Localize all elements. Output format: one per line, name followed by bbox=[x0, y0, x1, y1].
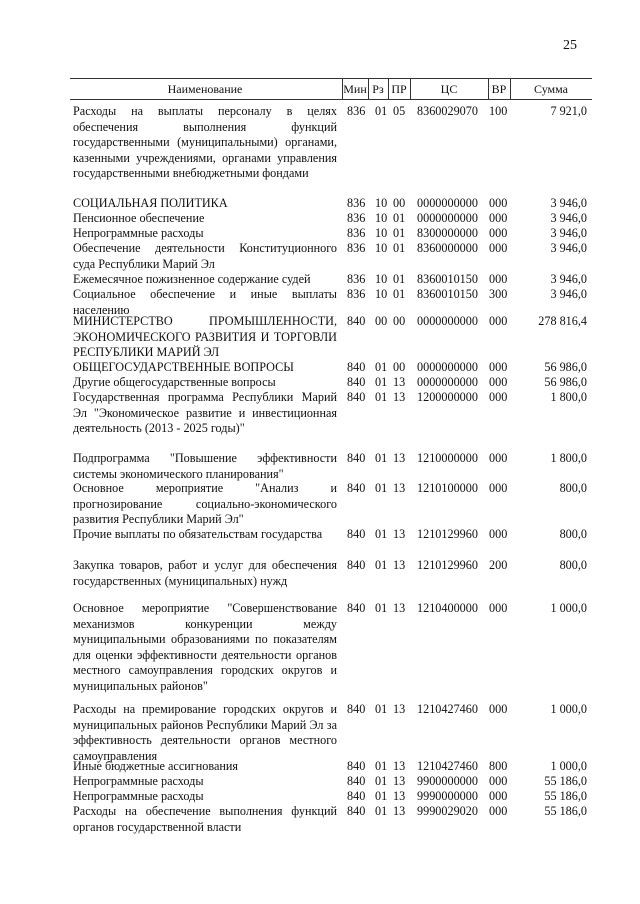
row-min: 836 bbox=[347, 287, 366, 301]
row-name: Расходы на премирование городских округов и муниципальных районов Республики Марий Эл за эффективность деятельности органов местного самоуправления bbox=[73, 702, 337, 763]
row-cs: 0000000000 bbox=[417, 375, 478, 389]
row-vr: 000 bbox=[489, 196, 508, 210]
header-vr: ВР bbox=[491, 82, 507, 96]
row-pr: 01 bbox=[393, 272, 406, 286]
row-pr: 13 bbox=[393, 804, 406, 818]
row-cs: 9990000000 bbox=[417, 789, 478, 803]
row-vr: 000 bbox=[489, 774, 508, 788]
table-row bbox=[73, 375, 593, 391]
row-min: 840 bbox=[347, 451, 366, 465]
row-cs: 1210427460 bbox=[417, 702, 478, 716]
row-name: Прочие выплаты по обязательствам государства bbox=[73, 527, 323, 541]
row-sum: 3 946,0 bbox=[550, 196, 587, 210]
table-row bbox=[73, 804, 593, 835]
row-rz: 10 bbox=[375, 272, 388, 286]
header-name: Наименование bbox=[167, 82, 243, 96]
row-rz: 01 bbox=[375, 789, 388, 803]
row-sum: 1 800,0 bbox=[550, 390, 587, 404]
table-row bbox=[73, 241, 593, 272]
row-min: 840 bbox=[347, 558, 366, 572]
row-sum: 278 816,4 bbox=[538, 314, 587, 328]
row-vr: 000 bbox=[489, 272, 508, 286]
row-min: 840 bbox=[347, 789, 366, 803]
table-row bbox=[73, 527, 593, 558]
row-sum: 3 946,0 bbox=[550, 226, 587, 240]
row-min: 840 bbox=[347, 759, 366, 773]
row-vr: 000 bbox=[489, 360, 508, 374]
row-sum: 1 800,0 bbox=[550, 451, 587, 465]
row-rz: 01 bbox=[375, 375, 388, 389]
row-sum: 3 946,0 bbox=[550, 241, 587, 255]
row-vr: 100 bbox=[489, 104, 508, 118]
row-name: Непрограммные расходы bbox=[73, 774, 204, 788]
row-sum: 1 000,0 bbox=[550, 702, 587, 716]
table-row bbox=[73, 601, 593, 710]
row-name: Закупка товаров, работ и услуг для обеспечения государственных (муниципальных) нужд bbox=[73, 558, 337, 588]
row-cs: 1210129960 bbox=[417, 527, 478, 541]
row-name: ОБЩЕГОСУДАРСТВЕННЫЕ ВОПРОСЫ bbox=[73, 360, 294, 374]
row-name: Социальное обеспечение и иные выплаты населению bbox=[73, 287, 337, 317]
header-cs: ЦС bbox=[440, 82, 458, 96]
row-cs: 8360029070 bbox=[417, 104, 478, 118]
row-rz: 01 bbox=[375, 558, 388, 572]
row-min: 840 bbox=[347, 481, 366, 495]
row-min: 840 bbox=[347, 360, 366, 374]
row-cs: 0000000000 bbox=[417, 211, 478, 225]
row-pr: 01 bbox=[393, 211, 406, 225]
table-row bbox=[73, 789, 593, 805]
header-rz: Рз bbox=[372, 82, 384, 96]
row-rz: 10 bbox=[375, 241, 388, 255]
row-cs: 8360010150 bbox=[417, 287, 478, 301]
row-pr: 01 bbox=[393, 287, 406, 301]
row-name: Основное мероприятие "Анализ и прогнозирование социально-экономического развития Республики Марий Эл" bbox=[73, 481, 337, 526]
row-sum: 800,0 bbox=[559, 481, 587, 495]
row-pr: 00 bbox=[393, 360, 406, 374]
row-rz: 10 bbox=[375, 196, 388, 210]
row-min: 840 bbox=[347, 804, 366, 818]
row-rz: 01 bbox=[375, 390, 388, 404]
row-vr: 300 bbox=[489, 287, 508, 301]
row-vr: 000 bbox=[489, 211, 508, 225]
row-cs: 1210129960 bbox=[417, 558, 478, 572]
row-pr: 13 bbox=[393, 558, 406, 572]
row-pr: 13 bbox=[393, 774, 406, 788]
table-row bbox=[73, 196, 593, 212]
row-min: 836 bbox=[347, 196, 366, 210]
row-min: 840 bbox=[347, 601, 366, 615]
row-pr: 13 bbox=[393, 451, 406, 465]
row-pr: 00 bbox=[393, 314, 406, 328]
row-rz: 01 bbox=[375, 360, 388, 374]
row-min: 840 bbox=[347, 774, 366, 788]
row-cs: 9990029020 bbox=[417, 804, 478, 818]
row-pr: 13 bbox=[393, 601, 406, 615]
row-vr: 000 bbox=[489, 702, 508, 716]
row-min: 836 bbox=[347, 272, 366, 286]
row-name: Основное мероприятие "Совершенствование механизмов конкуренции между муниципальными образованиями по показателям для оценки эффективности деятельности органов местного самоуправления городских округов и муниципальных районов" bbox=[73, 601, 337, 693]
row-min: 836 bbox=[347, 241, 366, 255]
row-vr: 000 bbox=[489, 601, 508, 615]
table-row bbox=[73, 702, 593, 764]
row-pr: 00 bbox=[393, 196, 406, 210]
row-sum: 1 000,0 bbox=[550, 601, 587, 615]
row-pr: 13 bbox=[393, 789, 406, 803]
row-rz: 00 bbox=[375, 314, 388, 328]
row-rz: 01 bbox=[375, 481, 388, 495]
row-min: 836 bbox=[347, 104, 366, 118]
row-vr: 000 bbox=[489, 314, 508, 328]
row-pr: 13 bbox=[393, 481, 406, 495]
row-sum: 3 946,0 bbox=[550, 272, 587, 286]
row-cs: 8360010150 bbox=[417, 272, 478, 286]
row-name: Расходы на обеспечение выполнения функций органов государственной власти bbox=[73, 804, 337, 834]
row-pr: 05 bbox=[393, 104, 406, 118]
table-row bbox=[73, 272, 593, 288]
row-rz: 01 bbox=[375, 527, 388, 541]
table-row bbox=[73, 481, 593, 528]
row-vr: 000 bbox=[489, 481, 508, 495]
row-min: 840 bbox=[347, 527, 366, 541]
table-row bbox=[73, 314, 593, 361]
row-vr: 000 bbox=[489, 375, 508, 389]
row-vr: 000 bbox=[489, 451, 508, 465]
row-name: Государственная программа Республики Марий Эл "Экономическое развитие и инвестиционная деятельность (2013 - 2025 годы)" bbox=[73, 390, 337, 435]
row-vr: 000 bbox=[489, 527, 508, 541]
row-name: МИНИСТЕРСТВО ПРОМЫШЛЕННОСТИ, ЭКОНОМИЧЕСКОГО РАЗВИТИЯ И ТОРГОВЛИ РЕСПУБЛИКИ МАРИЙ ЭЛ bbox=[73, 314, 337, 359]
row-name: Пенсионное обеспечение bbox=[73, 211, 205, 225]
row-sum: 1 000,0 bbox=[550, 759, 587, 773]
row-vr: 800 bbox=[489, 759, 508, 773]
row-vr: 000 bbox=[489, 390, 508, 404]
row-sum: 800,0 bbox=[559, 558, 587, 572]
row-rz: 01 bbox=[375, 601, 388, 615]
row-pr: 13 bbox=[393, 375, 406, 389]
row-cs: 1200000000 bbox=[417, 390, 478, 404]
table-row bbox=[73, 558, 593, 605]
row-min: 840 bbox=[347, 375, 366, 389]
header-pr: ПР bbox=[391, 82, 407, 96]
row-sum: 55 186,0 bbox=[544, 774, 587, 788]
row-cs: 0000000000 bbox=[417, 314, 478, 328]
row-rz: 01 bbox=[375, 774, 388, 788]
row-name: Расходы на выплаты персоналу в целях обеспечения выполнения функций государственными (муниципальными) органами, казенными учреждениями, органами управления государственными внебюджетными фондами bbox=[73, 104, 337, 180]
row-rz: 01 bbox=[375, 804, 388, 818]
row-vr: 000 bbox=[489, 789, 508, 803]
row-cs: 0000000000 bbox=[417, 360, 478, 374]
row-name: Непрограммные расходы bbox=[73, 226, 204, 240]
row-name: Подпрограмма "Повышение эффективности системы экономического планирования" bbox=[73, 451, 337, 481]
row-sum: 56 986,0 bbox=[544, 375, 587, 389]
row-rz: 10 bbox=[375, 226, 388, 240]
row-sum: 3 946,0 bbox=[550, 211, 587, 225]
row-pr: 13 bbox=[393, 759, 406, 773]
row-rz: 01 bbox=[375, 451, 388, 465]
row-name: Иные бюджетные ассигнования bbox=[73, 759, 239, 773]
row-vr: 200 bbox=[489, 558, 508, 572]
table-row bbox=[73, 451, 593, 482]
row-min: 840 bbox=[347, 390, 366, 404]
page-number: 25 bbox=[563, 38, 577, 53]
table-header bbox=[70, 78, 592, 100]
row-sum: 7 921,0 bbox=[550, 104, 587, 118]
row-cs: 1210427460 bbox=[417, 759, 478, 773]
table-row bbox=[73, 774, 593, 790]
row-pr: 01 bbox=[393, 226, 406, 240]
row-rz: 10 bbox=[375, 211, 388, 225]
row-cs: 8360000000 bbox=[417, 241, 478, 255]
row-sum: 800,0 bbox=[559, 527, 587, 541]
row-rz: 10 bbox=[375, 287, 388, 301]
row-cs: 1210400000 bbox=[417, 601, 478, 615]
row-cs: 1210100000 bbox=[417, 481, 478, 495]
row-name: Другие общегосударственные вопросы bbox=[73, 375, 276, 389]
row-vr: 000 bbox=[489, 241, 508, 255]
row-name: Непрограммные расходы bbox=[73, 789, 204, 803]
row-sum: 55 186,0 bbox=[544, 789, 587, 803]
table-row bbox=[73, 226, 593, 242]
row-sum: 55 186,0 bbox=[544, 804, 587, 818]
row-cs: 9900000000 bbox=[417, 774, 478, 788]
row-rz: 01 bbox=[375, 759, 388, 773]
table-row bbox=[73, 390, 593, 452]
row-vr: 000 bbox=[489, 804, 508, 818]
row-pr: 01 bbox=[393, 241, 406, 255]
row-cs: 0000000000 bbox=[417, 196, 478, 210]
table-row bbox=[73, 104, 593, 197]
row-rz: 01 bbox=[375, 702, 388, 716]
table-row bbox=[73, 211, 593, 227]
row-min: 836 bbox=[347, 211, 366, 225]
row-min: 840 bbox=[347, 702, 366, 716]
row-vr: 000 bbox=[489, 226, 508, 240]
row-min: 840 bbox=[347, 314, 366, 328]
row-name: СОЦИАЛЬНАЯ ПОЛИТИКА bbox=[73, 196, 228, 210]
row-pr: 13 bbox=[393, 702, 406, 716]
row-sum: 56 986,0 bbox=[544, 360, 587, 374]
row-cs: 8300000000 bbox=[417, 226, 478, 240]
table-row bbox=[73, 759, 593, 775]
table-row bbox=[73, 360, 593, 376]
row-name: Обеспечение деятельности Конституционного суда Республики Марий Эл bbox=[73, 241, 337, 271]
row-name: Ежемесячное пожизненное содержание судей bbox=[73, 272, 311, 286]
header-sum: Сумма bbox=[534, 82, 568, 96]
row-pr: 13 bbox=[393, 527, 406, 541]
row-sum: 3 946,0 bbox=[550, 287, 587, 301]
row-min: 836 bbox=[347, 226, 366, 240]
header-min: Мин bbox=[343, 82, 367, 96]
row-rz: 01 bbox=[375, 104, 388, 118]
row-cs: 1210000000 bbox=[417, 451, 478, 465]
row-pr: 13 bbox=[393, 390, 406, 404]
